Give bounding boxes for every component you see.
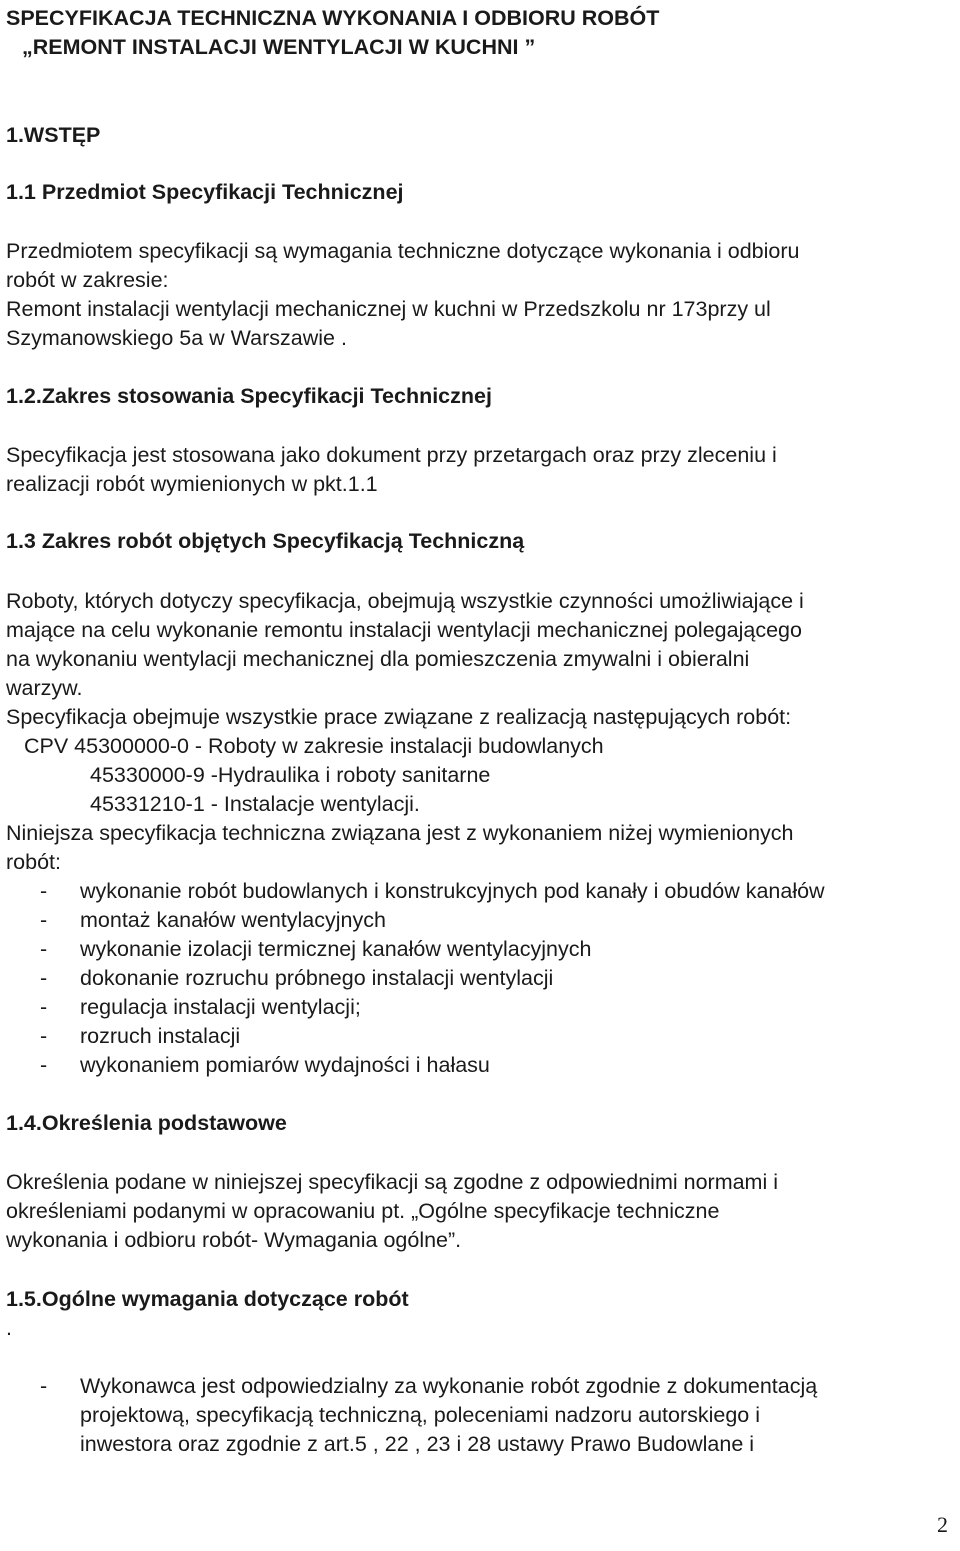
document-title-line-2: „REMONT INSTALACJI WENTYLACJI W KUCHNI ” <box>22 35 536 59</box>
section-heading-1-1: 1.1 Przedmiot Specyfikacji Technicznej <box>6 180 404 204</box>
list-item: dokonanie rozruchu próbnego instalacji wentylacji <box>80 966 554 990</box>
cpv-line-sub: 45331210-1 - Instalacje wentylacji. <box>90 792 420 816</box>
list-item-line: Wykonawca jest odpowiedzialny za wykonanie robót zgodnie z dokumentacją <box>80 1374 818 1398</box>
list-dash: - <box>40 937 48 961</box>
list-item: wykonanie robót budowlanych i konstrukcyjnych pod kanały i obudów kanałów <box>80 879 825 903</box>
list-item: rozruch instalacji <box>80 1024 241 1048</box>
paragraph-line: robót w zakresie: <box>6 268 169 292</box>
paragraph-line: na wykonaniu wentylacji mechanicznej dla pomieszczenia zmywalni i obieralni <box>6 647 750 671</box>
list-dash: - <box>40 966 48 990</box>
paragraph-line: realizacji robót wymienionych w pkt.1.1 <box>6 472 378 496</box>
stray-dot: . <box>6 1316 12 1340</box>
paragraph-line: Niniejsza specyfikacja techniczna związana jest z wykonaniem niżej wymienionych <box>6 821 794 845</box>
paragraph-line: Przedmiotem specyfikacji są wymagania techniczne dotyczące wykonania i odbioru <box>6 239 800 263</box>
paragraph-line: Szymanowskiego 5a w Warszawie . <box>6 326 347 350</box>
paragraph-line: Remont instalacji wentylacji mechanicznej w kuchni w Przedszkolu nr 173przy ul <box>6 297 771 321</box>
paragraph-line: Specyfikacja jest stosowana jako dokument przy przetargach oraz przy zleceniu i <box>6 443 777 467</box>
list-item-line: projektową, specyfikacją techniczną, poleceniami nadzoru autorskiego i <box>80 1403 761 1427</box>
list-dash: - <box>40 908 48 932</box>
section-heading-1-4: 1.4.Określenia podstawowe <box>6 1111 287 1135</box>
list-dash: - <box>40 1053 48 1077</box>
paragraph-line: warzyw. <box>6 676 83 700</box>
list-item: montaż kanałów wentylacyjnych <box>80 908 386 932</box>
cpv-line-sub: 45330000-9 -Hydraulika i roboty sanitarne <box>90 763 491 787</box>
paragraph-line: określeniami podanymi w opracowaniu pt. „Ogólne specyfikacje techniczne <box>6 1199 720 1223</box>
list-item: wykonanie izolacji termicznej kanałów wentylacyjnych <box>80 937 592 961</box>
paragraph-line: mające na celu wykonanie remontu instalacji wentylacji mechanicznej polegającego <box>6 618 802 642</box>
section-heading-1-5: 1.5.Ogólne wymagania dotyczące robót <box>6 1287 409 1311</box>
section-heading-intro: 1.WSTĘP <box>6 123 101 147</box>
list-dash: - <box>40 1024 48 1048</box>
section-heading-1-2: 1.2.Zakres stosowania Specyfikacji Technicznej <box>6 384 492 408</box>
paragraph-line: robót: <box>6 850 61 874</box>
page-number: 2 <box>937 1512 948 1537</box>
list-dash: - <box>40 1374 48 1398</box>
list-dash: - <box>40 995 48 1019</box>
list-dash: - <box>40 879 48 903</box>
paragraph-line: Określenia podane w niniejszej specyfikacji są zgodne z odpowiednimi normami i <box>6 1170 778 1194</box>
document-title-line-1: SPECYFIKACJA TECHNICZNA WYKONANIA I ODBIORU ROBÓT <box>6 6 660 30</box>
cpv-line-main: CPV 45300000-0 - Roboty w zakresie instalacji budowlanych <box>24 734 604 758</box>
list-item: wykonaniem pomiarów wydajności i hałasu <box>80 1053 490 1077</box>
list-item-line: inwestora oraz zgodnie z art.5 , 22 , 23 i 28 ustawy Prawo Budowlane i <box>80 1432 755 1456</box>
list-item: regulacja instalacji wentylacji; <box>80 995 361 1019</box>
paragraph-line: wykonania i odbioru robót- Wymagania ogólne”. <box>6 1228 462 1252</box>
paragraph-line: Roboty, których dotyczy specyfikacja, obejmują wszystkie czynności umożliwiające i <box>6 589 804 613</box>
paragraph-line: Specyfikacja obejmuje wszystkie prace związane z realizacją następujących robót: <box>6 705 792 729</box>
section-heading-1-3: 1.3 Zakres robót objętych Specyfikacją Techniczną <box>6 529 525 553</box>
